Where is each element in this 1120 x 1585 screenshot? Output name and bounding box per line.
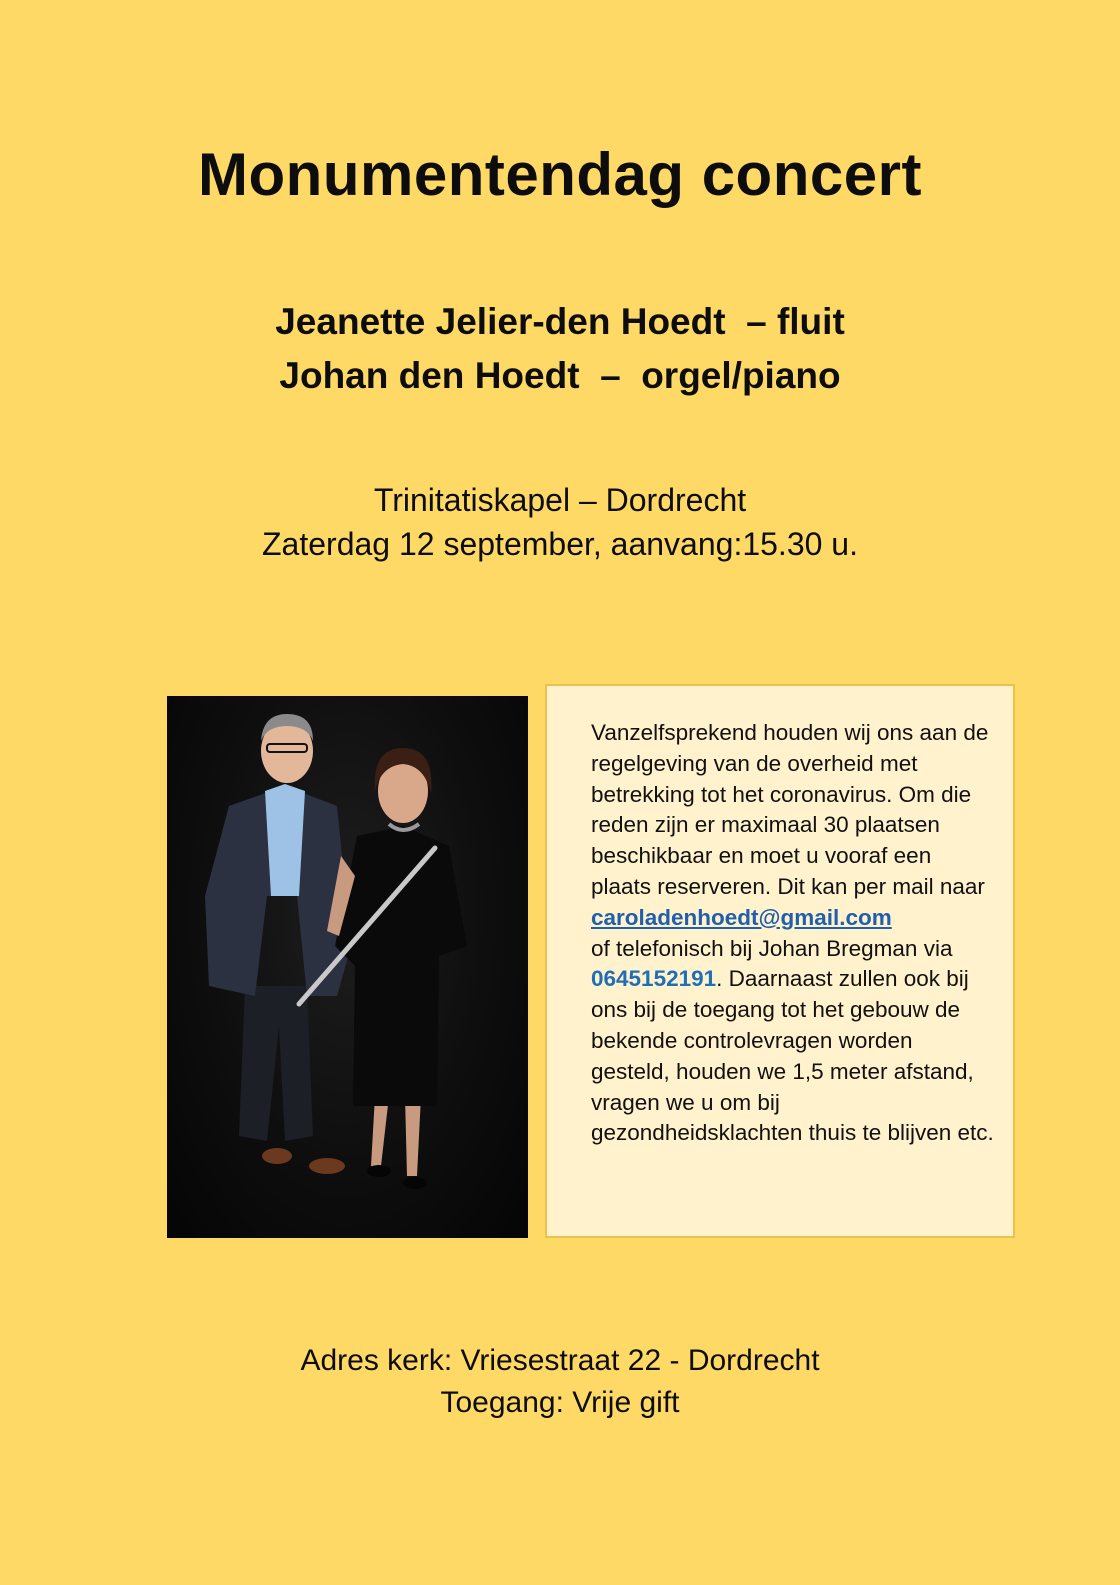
venue-info: [0, 478, 1120, 566]
info-text-intro: Vanzelfsprekend houden wij ons aan de regelgeving van de overheid met betrekking tot het coronavirus. Om die reden zijn er maximaal 30 plaatsen beschikbaar en moet u vooraf een plaats reserveren. Dit kan per mail naar: [591, 720, 989, 899]
man-figure: [205, 714, 351, 1174]
performer-flute: Jeanette Jelier-den Hoedt – fluit: [275, 301, 845, 342]
email-link[interactable]: caroladenhoedt@gmail.com: [591, 904, 892, 930]
footer: [0, 1340, 1120, 1424]
page-title: Monumentendag concert: [198, 141, 922, 208]
info-text-rules: . Daarnaast zullen ook bij ons bij de toegang tot het gebouw de bekende controlevragen worden gesteld, houden we 1,5 meter afstand, vragen we u om bij gezondheidsklachten thuis te blijven etc.: [591, 966, 994, 1146]
concert-datetime: Zaterdag 12 september, aanvang:15.30 u.: [262, 526, 858, 562]
info-text-phone-intro: of telefonisch bij Johan Bregman via: [591, 935, 953, 961]
performer-organ: Johan den Hoedt – orgel/piano: [279, 355, 841, 396]
church-address: Adres kerk: Vriesestraat 22 - Dordrecht: [300, 1344, 820, 1377]
phone-number[interactable]: 0645152191: [591, 966, 717, 992]
admission-info: Toegang: Vrije gift: [440, 1386, 680, 1419]
performers-photo: [167, 696, 528, 1238]
performers: [0, 295, 1120, 403]
corona-info-box: [545, 684, 1015, 1238]
venue-location: Trinitatiskapel – Dordrecht: [373, 482, 747, 518]
woman-figure: [327, 748, 467, 1189]
